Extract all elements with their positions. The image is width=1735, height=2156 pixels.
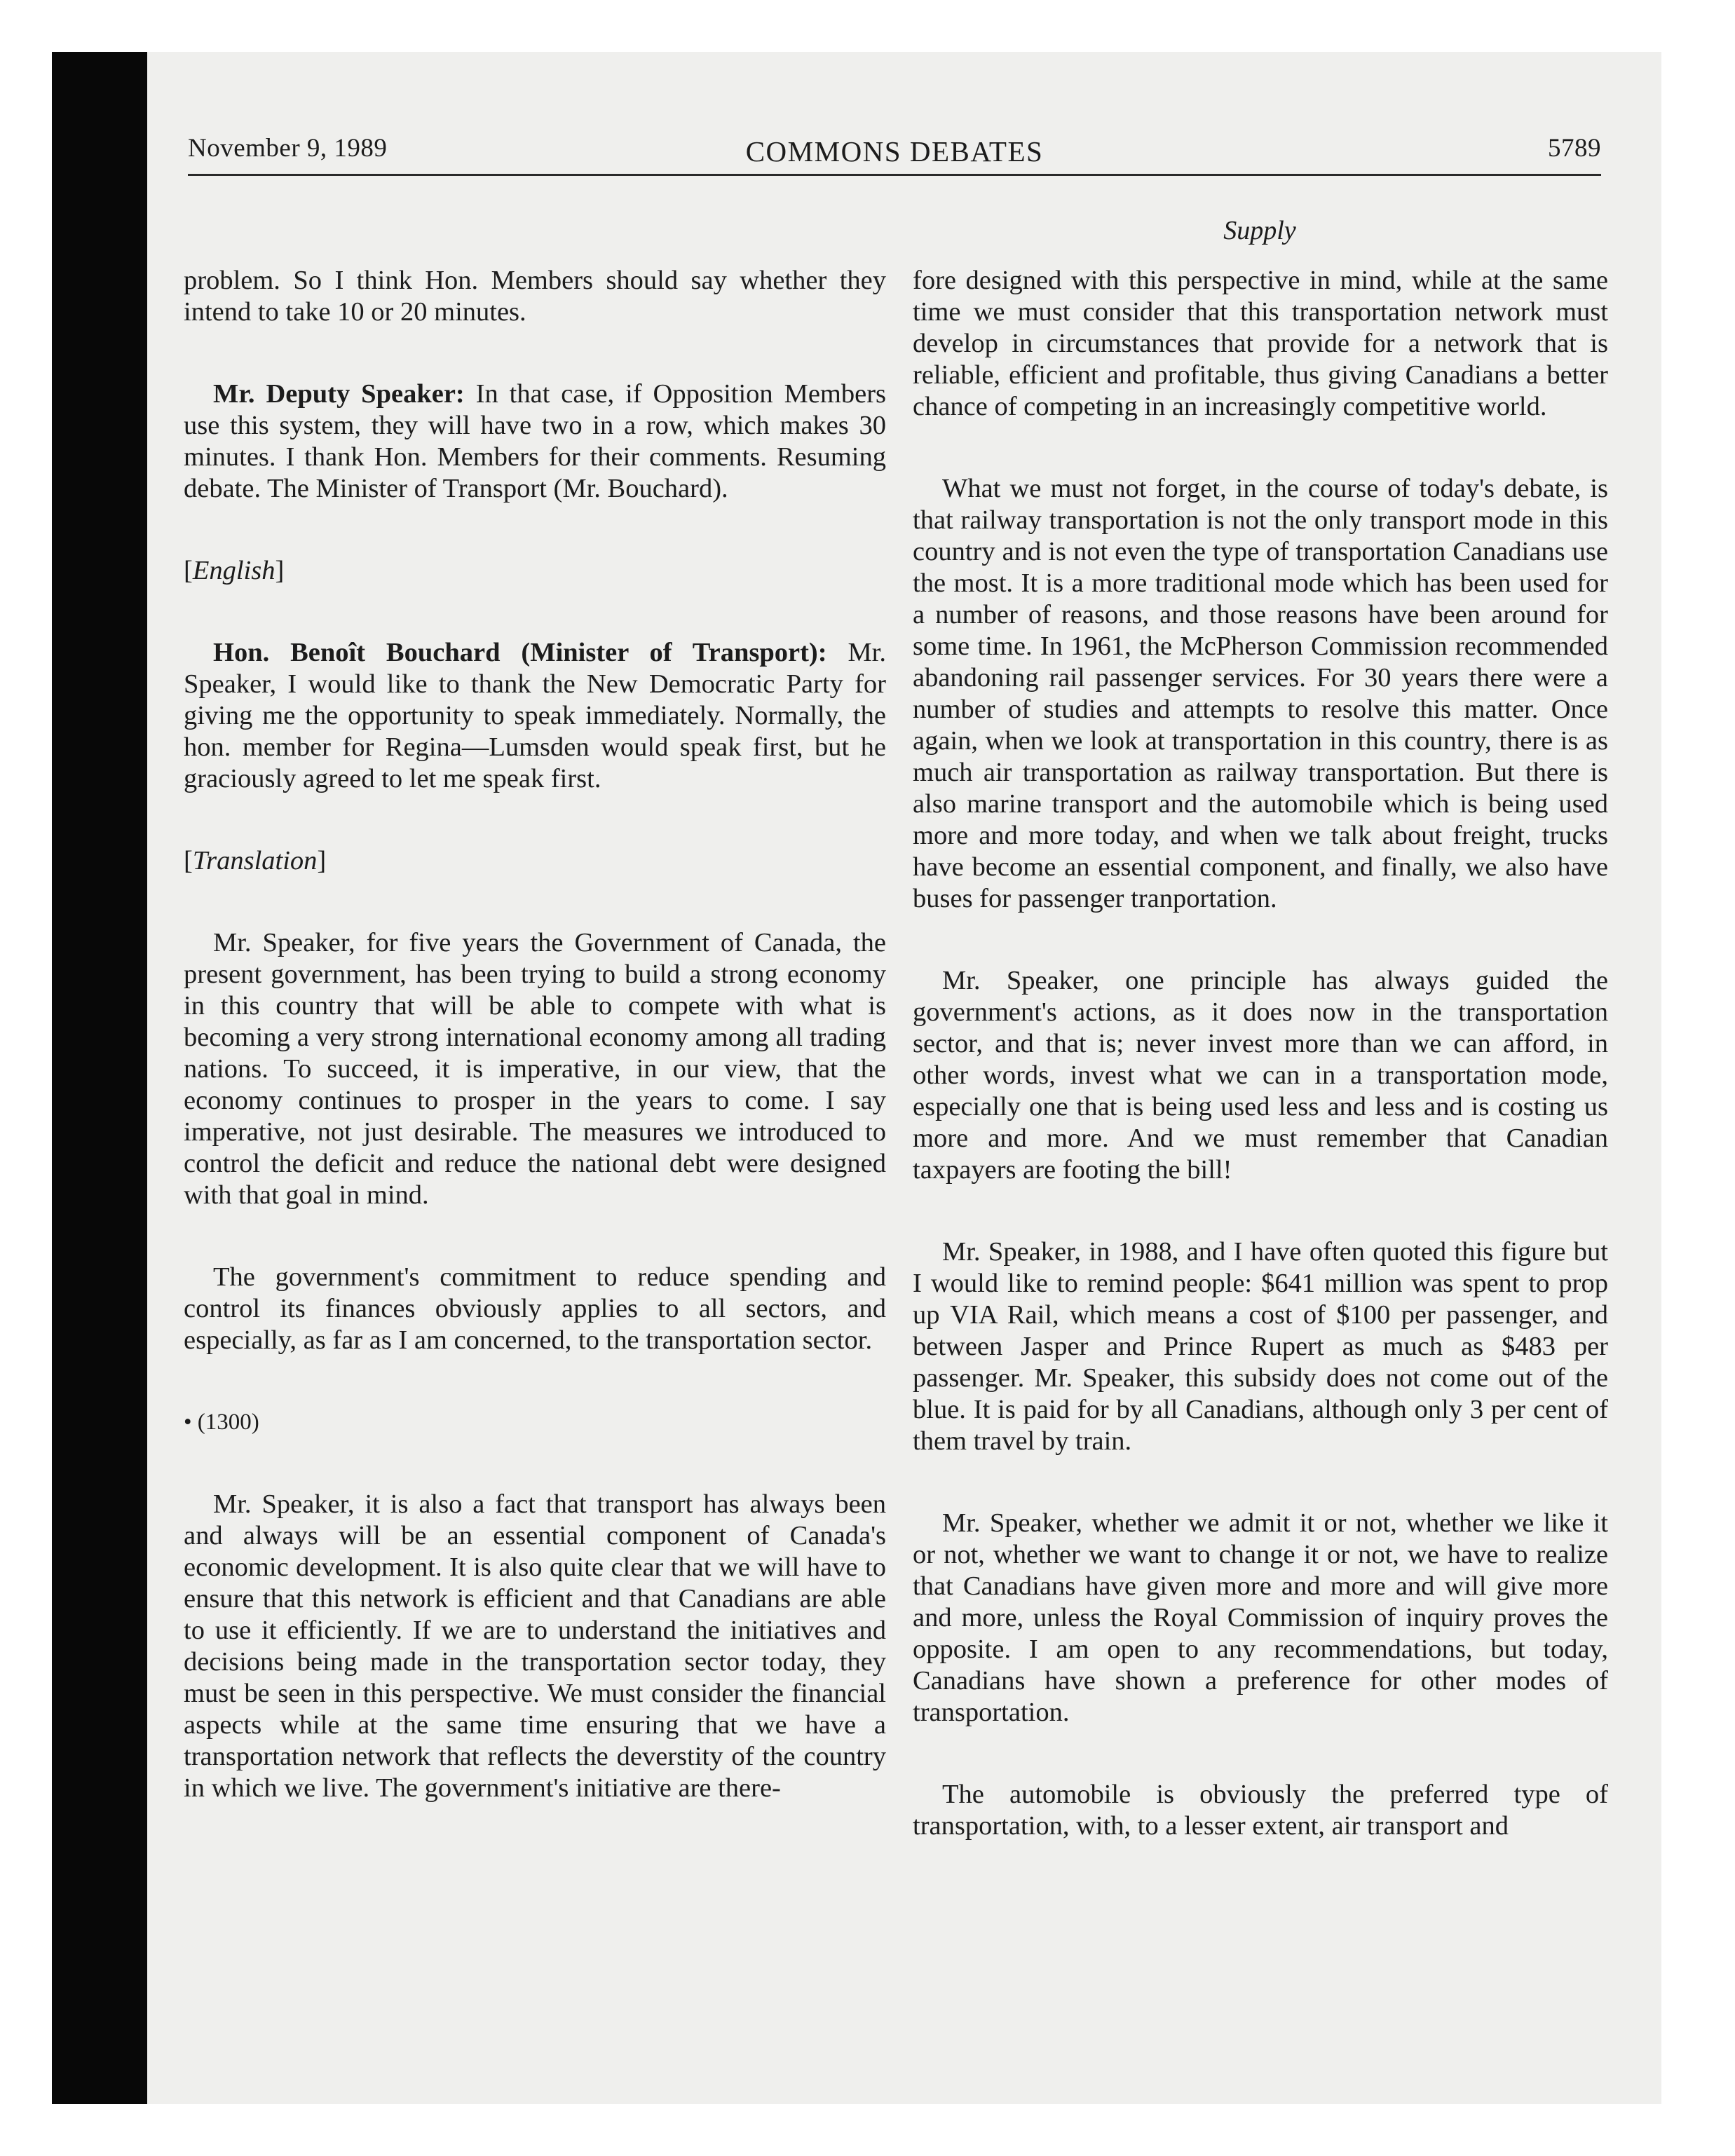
speaker-name: Hon. Benoît Bouchard (Minister of Transport): <box>213 638 827 667</box>
speech-text: In that case, if Opposition Members use this system, they will have two in a row, which makes 30 minutes. I thank Hon. Members for their comments. Resuming debate. The Minister of Transport (Mr. Bouchard). <box>184 379 887 503</box>
header-date: November 9, 1989 <box>188 134 388 163</box>
paragraph: Mr. Speaker, one principle has always guided the government's actions, as it does now in the transportation sector, and that is; never invest more than we can afford, in other words, invest what we can in a transportation mode, especially one that is being used less and less and is costing us more and more. And we must remember that Canadian taxpayers are footing the bill! <box>913 966 1608 1185</box>
language-tag-label: English <box>192 556 275 585</box>
header-rule <box>188 174 1601 176</box>
speaker-name: Mr. Deputy Speaker: <box>213 379 465 409</box>
publication-title: COMMONS DEBATES <box>745 135 1044 168</box>
right-column <box>913 265 1608 1892</box>
binding-shadow <box>52 52 147 2104</box>
page-number: 5789 <box>1548 134 1601 163</box>
paragraph <box>184 637 886 795</box>
paragraph: Mr. Speaker, it is also a fact that transport has always been and always will be an essential component of Canada's economic development. It is also quite clear that we will have to ensure that this network is efficient and that Canadians are able to use it efficiently. If we are to understand the initiatives and decisions being made in the transportation sector today, they must be seen in this perspective. We must consider the financial aspects while at the same time ensuring that we have a transportation network that reflects the deverstity of the country in which we live. The government's initiative are there- <box>184 1489 886 1803</box>
language-tag: [Translation] <box>184 846 327 875</box>
paragraph: Mr. Speaker, whether we admit it or not, whether we like it or not, whether we want to change it or not, we have to realize that Canadians have given more and more and will give more and more, unless the Royal Commission of inquiry proves the opposite. I am open to any recommendations, but today, Canadians have shown a preference for other modes of transportation. <box>913 1508 1608 1727</box>
paragraph: problem. So I think Hon. Members should say whether they intend to take 10 or 20 minutes. <box>184 266 886 327</box>
paragraph: Mr. Speaker, for five years the Government of Canada, the present government, has been trying to build a strong economy in this country that will be able to compete with what is becoming a very strong international economy among all trading nations. To succeed, it is imperative, in our view, that the economy continues to prosper in the years to come. I say imperative, not just desirable. The measures we introduced to control the deficit and reduce the national debt were designed with that goal in mind. <box>184 928 886 1210</box>
language-tag-label: Translation <box>192 846 318 875</box>
section-label: Supply <box>1223 216 1296 245</box>
time-marker: • (1300) <box>184 1410 259 1435</box>
running-header <box>188 130 1601 174</box>
paragraph: The automobile is obviously the preferred type of transportation, with, to a lesser extent, air transport and <box>913 1780 1608 1841</box>
language-tag: [English] <box>184 556 285 585</box>
paragraph: fore designed with this perspective in mind, while at the same time we must consider that this transportation network must develop in circumstances that provide for a network that is reliable, efficient and profitable, thus giving Canadians a better chance of competing in an increasingly competitive world. <box>913 266 1608 421</box>
paragraph: Mr. Speaker, in 1988, and I have often quoted this figure but I would like to remind people: $641 million was spent to prop up VIA Rail, which means a cost of $100 per passenger, and between Jasper and Prince Rupert as much as $483 per passenger. Mr. Speaker, this subsidy does not come out of the blue. It is paid for by all Canadians, although only 3 per cent of them travel by train. <box>913 1237 1608 1456</box>
paragraph <box>184 378 886 505</box>
speech-text: Mr. Speaker, I would like to thank the New Democratic Party for giving me the opportunity to speak immediately. Normally, the hon. member for Regina—Lumsden would speak first, but he graciously agreed to let me speak first. <box>184 638 886 793</box>
left-column <box>184 265 886 1855</box>
paragraph: What we must not forget, in the course of today's debate, is that railway transportation is not the only transport mode in this country and is not even the type of transportation Canadians use the most. It is a more traditional mode which has been used for a number of reasons, and those reasons have been around for some time. In 1961, the McPherson Commission recommended abandoning rail passenger services. For 30 years there were a number of studies and attempts to resolve this matter. Once again, when we look at transportation in this country, there is as much air transportation as railway transportation. But there is also marine transport and the automobile which is being used more and more today, and when we talk about freight, trucks have become an essential component, and finally, we also have buses for passenger tranportation. <box>913 474 1608 913</box>
paragraph: The government's commitment to reduce spending and control its finances obviously applies to all sectors, and especially, as far as I am concerned, to the transportation sector. <box>184 1262 886 1355</box>
